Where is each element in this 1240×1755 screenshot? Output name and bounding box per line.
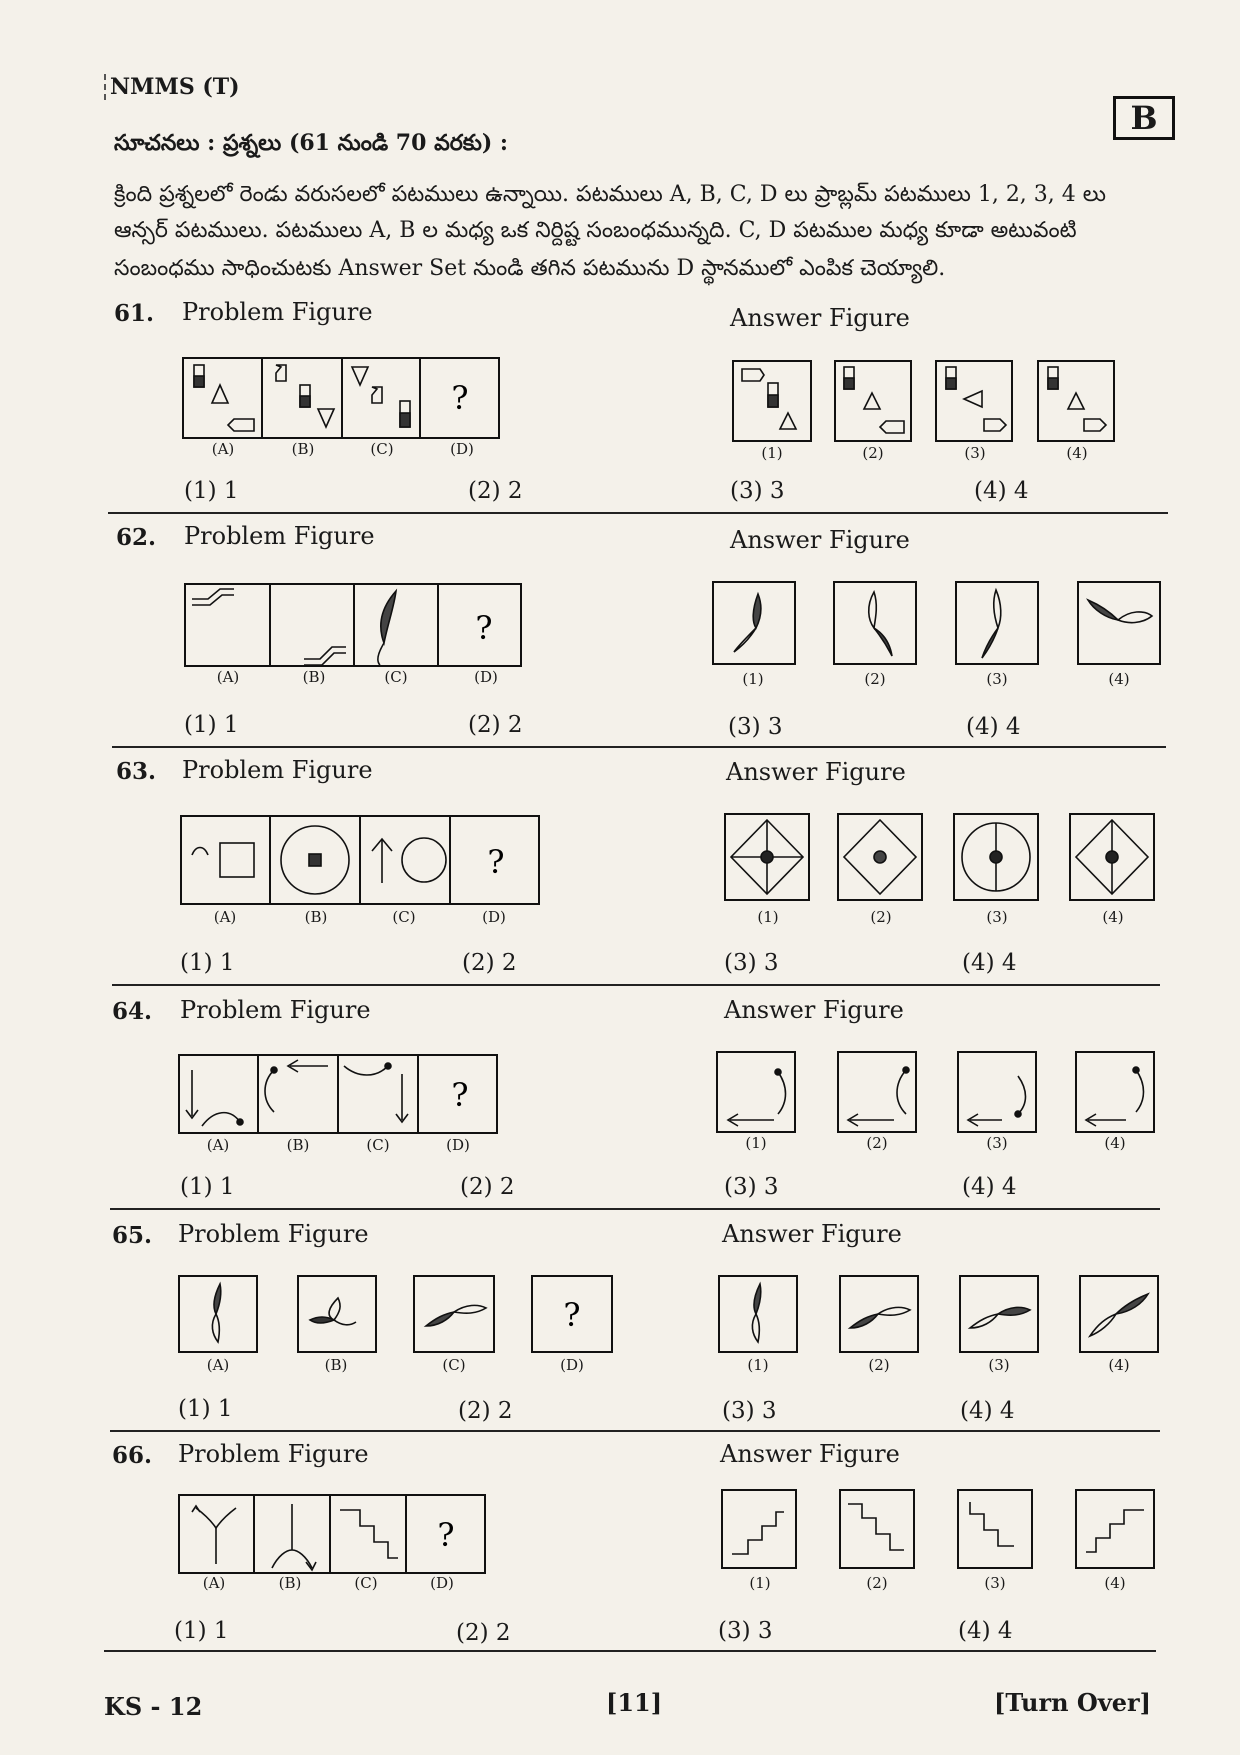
instructions-line-3: సంబంధము సాధించుటకు Answer Set నుండి తగిన పటమును D స్థానములో ఎంపిక చెయ్యాలి. (114, 256, 946, 281)
q62-option-1: (1) 1 (184, 712, 239, 738)
q65-cap-a: (A) (206, 1356, 230, 1374)
q66-cap-c: (C) (354, 1574, 378, 1592)
q61-cap-2: (2) (862, 444, 884, 462)
q61-cap-4: (4) (1066, 444, 1088, 462)
q63-option-1: (1) 1 (180, 950, 235, 976)
q64-option-4: (4) 4 (962, 1174, 1017, 1200)
q64-cap-d: (D) (446, 1136, 470, 1154)
q64-cap-3: (3) (986, 1134, 1008, 1152)
q61-divider (108, 512, 1168, 514)
q61-cap-1: (1) (761, 444, 783, 462)
q63-cap-4: (4) (1102, 908, 1124, 926)
q61-question-mark: ? (451, 379, 469, 417)
question-66-number: 66. (112, 1442, 153, 1469)
q62-option-3: (3) 3 (728, 714, 783, 740)
q63-divider (112, 984, 1160, 986)
q66-cap-d: (D) (430, 1574, 454, 1592)
q63-option-2: (2) 2 (462, 950, 517, 976)
q63-cap-3: (3) (986, 908, 1008, 926)
q65-question-mark: ? (563, 1296, 581, 1334)
q61-option-3: (3) 3 (730, 478, 785, 504)
q64-cap-c: (C) (366, 1136, 390, 1154)
q61-problem-figure-label: Problem Figure (182, 298, 373, 326)
q65-cap-d: (D) (560, 1356, 584, 1374)
q62-option-2: (2) 2 (468, 712, 523, 738)
q63-option-4: (4) 4 (962, 950, 1017, 976)
q65-cap-3: (3) (988, 1356, 1010, 1374)
question-65-number: 65. (112, 1222, 153, 1249)
q66-problem-figures (178, 1494, 488, 1576)
q63-cap-d: (D) (482, 908, 506, 926)
q61-option-4: (4) 4 (974, 478, 1029, 504)
q65-cap-b: (B) (324, 1356, 348, 1374)
set-badge: B (1113, 96, 1175, 140)
q66-cap-3: (3) (984, 1574, 1006, 1592)
q62-answer-figures (712, 580, 1166, 668)
q61-answer-figures (732, 357, 1122, 443)
q63-cap-1: (1) (757, 908, 779, 926)
q65-answer-figure-label: Answer Figure (722, 1220, 902, 1248)
q66-question-mark: ? (437, 1516, 455, 1554)
q64-cap-2: (2) (866, 1134, 888, 1152)
q64-answer-figure-label: Answer Figure (724, 996, 904, 1024)
q62-cap-2: (2) (864, 670, 886, 688)
q62-option-4: (4) 4 (966, 714, 1021, 740)
q63-problem-figure-label: Problem Figure (182, 756, 373, 784)
q64-cap-4: (4) (1104, 1134, 1126, 1152)
q63-cap-2: (2) (870, 908, 892, 926)
q65-option-2: (2) 2 (458, 1398, 513, 1424)
q64-divider (110, 1208, 1160, 1210)
page-number: [11] (606, 1688, 663, 1717)
q62-cap-1: (1) (742, 670, 764, 688)
q64-cap-1: (1) (745, 1134, 767, 1152)
q66-answer-figures (718, 1488, 1162, 1572)
q64-cap-a: (A) (206, 1136, 230, 1154)
q62-problem-figures (184, 583, 524, 667)
turn-over-label: [Turn Over] (994, 1688, 1152, 1717)
q63-cap-b: (B) (304, 908, 328, 926)
q64-option-2: (2) 2 (460, 1174, 515, 1200)
q62-cap-d: (D) (474, 668, 498, 686)
q63-cap-c: (C) (392, 908, 416, 926)
q66-option-1: (1) 1 (174, 1618, 229, 1644)
instructions-title: సూచనలు : ప్రశ్నలు (61 నుండి 70 వరకు) : (114, 130, 509, 156)
q64-option-3: (3) 3 (724, 1174, 779, 1200)
q65-divider (110, 1430, 1160, 1432)
q64-option-1: (1) 1 (180, 1174, 235, 1200)
q63-answer-figure-label: Answer Figure (726, 758, 906, 786)
q61-cap-c: (C) (370, 440, 394, 458)
q65-cap-c: (C) (442, 1356, 466, 1374)
q65-answer-figures (718, 1274, 1162, 1356)
q66-cap-a: (A) (202, 1574, 226, 1592)
q62-cap-a: (A) (216, 668, 240, 686)
q62-cap-4: (4) (1108, 670, 1130, 688)
q66-cap-4: (4) (1104, 1574, 1126, 1592)
q65-option-3: (3) 3 (722, 1398, 777, 1424)
q65-option-4: (4) 4 (960, 1398, 1015, 1424)
q61-cap-3: (3) (964, 444, 986, 462)
q61-cap-a: (A) (211, 440, 235, 458)
q64-problem-figures (178, 1054, 500, 1136)
q65-cap-1: (1) (747, 1356, 769, 1374)
q65-cap-2: (2) (868, 1356, 890, 1374)
q63-cap-a: (A) (213, 908, 237, 926)
q64-answer-figures (716, 1050, 1158, 1134)
q62-question-mark: ? (475, 609, 493, 647)
q63-problem-figures (180, 815, 542, 907)
q63-question-mark: ? (487, 843, 505, 881)
q62-cap-c: (C) (384, 668, 408, 686)
q61-option-2: (2) 2 (468, 478, 523, 504)
q62-answer-figure-label: Answer Figure (730, 526, 910, 554)
q61-cap-b: (B) (291, 440, 315, 458)
q61-cap-d: (D) (450, 440, 474, 458)
q63-answer-figures (724, 812, 1170, 904)
instructions-line-1: క్రింది ప్రశ్నలలో రెండు వరుసలలో పటములు ఉన్నాయి. పటములు A, B, C, D లు ప్రాబ్లమ్ పటములు 1, 2, 3, 4 లు (114, 182, 1106, 207)
q66-cap-1: (1) (749, 1574, 771, 1592)
q64-problem-figure-label: Problem Figure (180, 996, 371, 1024)
q66-divider (104, 1650, 1156, 1652)
question-62-number: 62. (116, 524, 157, 551)
footer-code: KS - 12 (104, 1692, 203, 1721)
q64-cap-b: (B) (286, 1136, 310, 1154)
q61-problem-figures (182, 357, 502, 439)
q62-problem-figure-label: Problem Figure (184, 522, 375, 550)
q61-answer-figure-label: Answer Figure (730, 304, 910, 332)
q66-option-4: (4) 4 (958, 1618, 1013, 1644)
q61-option-1: (1) 1 (184, 478, 239, 504)
q66-cap-2: (2) (866, 1574, 888, 1592)
q66-cap-b: (B) (278, 1574, 302, 1592)
q65-problem-figure-label: Problem Figure (178, 1220, 369, 1248)
q62-divider (112, 746, 1166, 748)
instructions-line-2: ఆన్సర్ పటములు. పటములు A, B ల మధ్య ఒక నిర్దిష్ట సంబంధమున్నది. C, D పటముల మధ్య కూడా అటువంటి (114, 218, 1077, 243)
q66-answer-figure-label: Answer Figure (720, 1440, 900, 1468)
q65-cap-4: (4) (1108, 1356, 1130, 1374)
q65-option-1: (1) 1 (178, 1396, 233, 1422)
q66-problem-figure-label: Problem Figure (178, 1440, 369, 1468)
q65-problem-figures (178, 1274, 616, 1356)
question-64-number: 64. (112, 998, 153, 1025)
question-61-number: 61. (114, 300, 155, 327)
question-63-number: 63. (116, 758, 157, 785)
q64-question-mark: ? (451, 1076, 469, 1114)
q63-option-3: (3) 3 (724, 950, 779, 976)
q62-cap-3: (3) (986, 670, 1008, 688)
exam-code: NMMS (T) (104, 74, 240, 100)
q62-cap-b: (B) (302, 668, 326, 686)
q66-option-2: (2) 2 (456, 1620, 511, 1646)
q66-option-3: (3) 3 (718, 1618, 773, 1644)
